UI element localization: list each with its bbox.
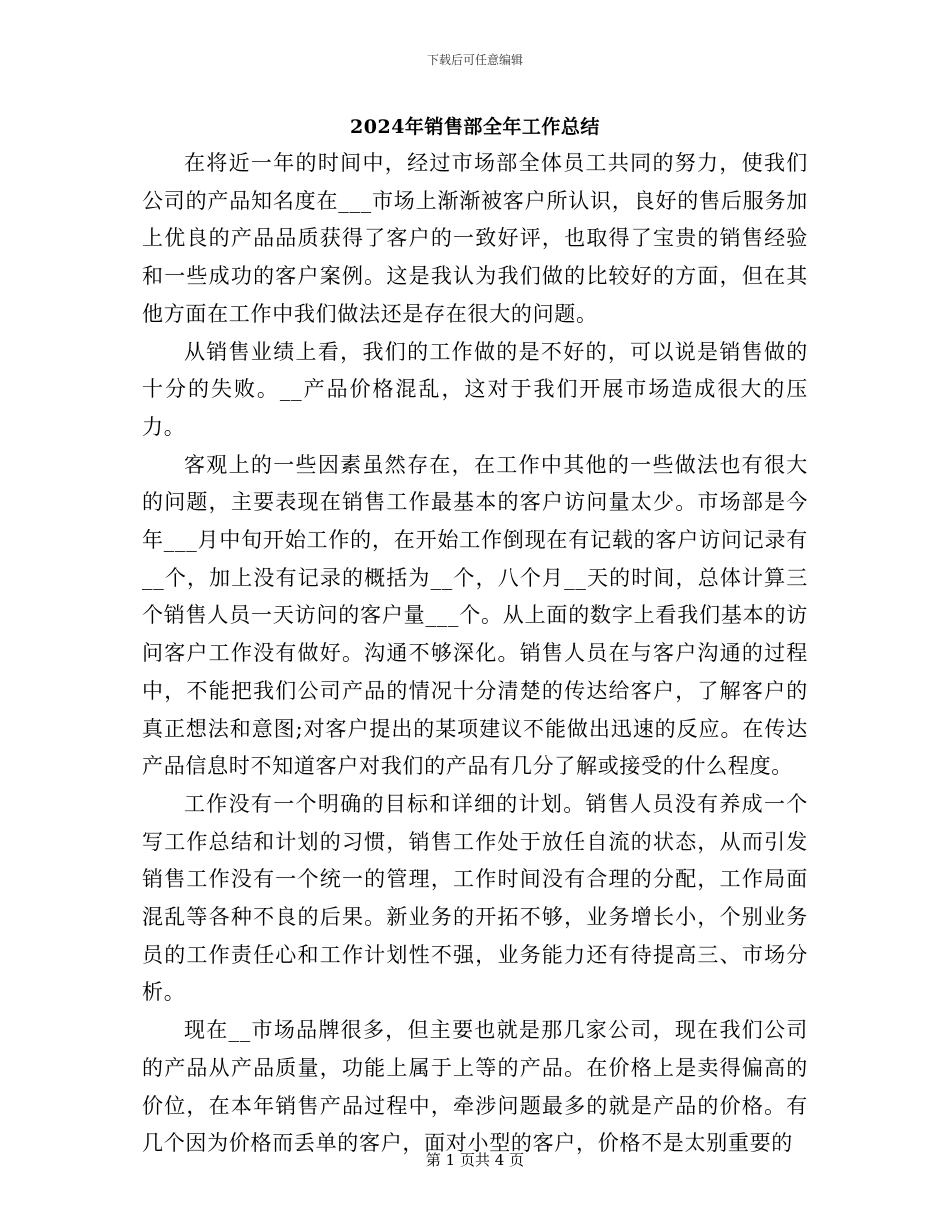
paragraph-market-analysis: 现在__市场品牌很多，但主要也就是那几家公司，现在我们公司的产品从产品质量，功能上属于上等的产品。在价格上是卖得偏高的价位，在本年销售产品过程中，牵涉问题最多的就是产品的价格。有几个因为价格而丢单的客户，面对小型的客户，价格不是太别重要的 xyxy=(142,1018,808,1156)
page-header-note: 下载后可任意编辑 xyxy=(426,53,523,67)
paragraph-sales-performance: 从销售业绩上看，我们的工作做的是不好的，可以说是销售做的十分的失败。__产品价格混乱，这对于我们开展市场造成很大的压力。 xyxy=(142,339,808,439)
document-body xyxy=(142,145,808,1163)
paragraph-work-planning: 工作没有一个明确的目标和详细的计划。销售人员没有养成一个写工作总结和计划的习惯，销售工作处于放任自流的状态，从而引发销售工作没有一个统一的管理，工作时间没有合理的分配，工作局面混乱等各种不良的后果。新业务的开拓不够，业务增长小，个别业务员的工作责任心和工作计划性不强，业务能力还有待提高三、市场分析。 xyxy=(142,791,808,1005)
document-title: 2024年销售部全年工作总结 xyxy=(350,116,600,138)
paragraph-customer-visits: 客观上的一些因素虽然存在，在工作中其他的一些做法也有很大的问题，主要表现在销售工作最基本的客户访问量太少。市场部是今年___月中旬开始工作的，在开始工作倒现在有记载的客户访问记录有__个，加上没有记录的概括为__个，八个月__天的时间，总体计算三个销售人员一天访问的客户量___个。从上面的数字上看我们基本的访问客户工作没有做好。沟通不够深化。销售人员在与客户沟通的过程中，不能把我们公司产品的情况十分清楚的传达给客户，了解客户的真正想法和意图;对客户提出的某项建议不能做出迅速的反应。在传达产品信息时不知道客户对我们的产品有几分了解或接受的什么程度。 xyxy=(142,452,808,779)
page-number: 第 1 页共 4 页 xyxy=(425,1151,525,1169)
paragraph-intro: 在将近一年的时间中，经过市场部全体员工共同的努力，使我们公司的产品知名度在___市场上渐渐被客户所认识，良好的售后服务加上优良的产品品质获得了客户的一致好评，也取得了宝贵的销售经验和一些成功的客户案例。这是我认为我们做的比较好的方面，但在其他方面在工作中我们做法还是存在很大的问题。 xyxy=(142,151,808,326)
